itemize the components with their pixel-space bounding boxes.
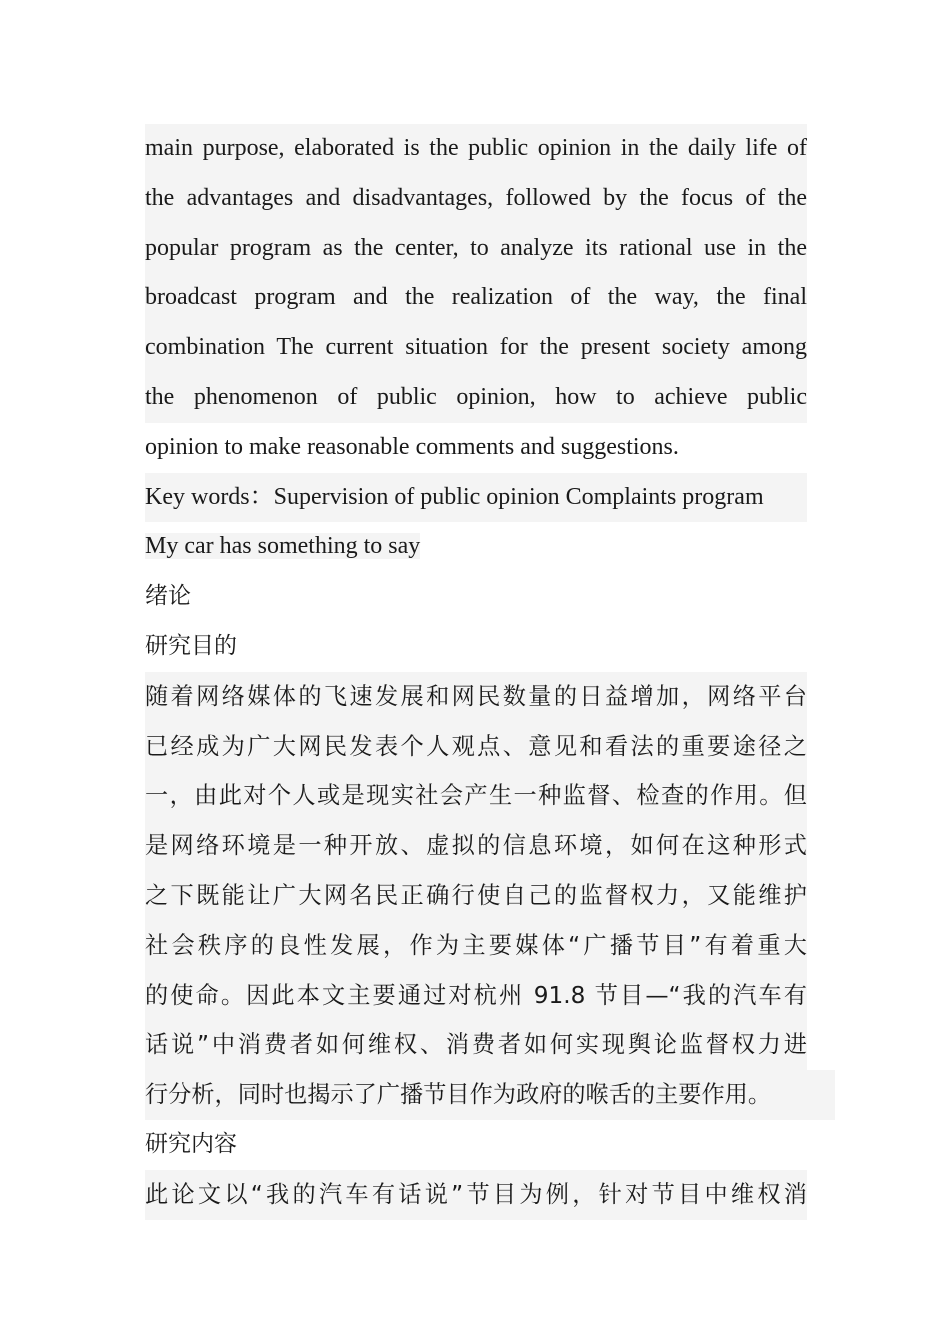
keywords-paragraph (145, 473, 807, 573)
text-line: main purpose, elaborated is the public opinion in the daily life of (145, 124, 807, 174)
text-line: 已经成为广大网民发表个人观点、意见和看法的重要途径之 (145, 722, 807, 772)
keywords-text: My car has something to say (145, 533, 421, 560)
heading-introduction: 绪论 (145, 583, 191, 610)
keywords-line (145, 522, 807, 572)
text-line: 随着网络媒体的飞速发展和网民数量的日益增加，网络平台 (145, 672, 807, 722)
research-content-paragraph (145, 1170, 807, 1220)
keywords-line: Key words：Supervision of public opinion Complaints program (145, 473, 807, 523)
text-line: 是网络环境是一种开放、虚拟的信息环境，如何在这种形式 (145, 821, 807, 871)
text-line: 行分析，同时也揭示了广播节目作为政府的喉舌的主要作用。 (145, 1070, 835, 1120)
text-line: opinion to make reasonable comments and suggestions. (145, 433, 679, 460)
abstract-english-paragraph (145, 124, 807, 473)
text-line: the advantages and disadvantages, followed by the focus of the (145, 174, 807, 224)
heading-research-purpose: 研究目的 (145, 632, 237, 659)
text-line: 话说”中消费者如何维权、消费者如何实现舆论监督权力进 (145, 1020, 807, 1070)
text-line: 一，由此对个人或是现实社会产生一种监督、检查的作用。但 (145, 771, 807, 821)
document-page (145, 124, 807, 1220)
text-line: broadcast program and the realization of the way, the final (145, 273, 807, 323)
text-line: 社会秩序的良性发展，作为主要媒体“广播节目”有着重大 (145, 921, 807, 971)
text-line: combination The current situation for the present society among (145, 323, 807, 373)
heading-research-content: 研究内容 (145, 1130, 237, 1157)
text-line: 的使命。因此本文主要通过对杭州 91.8 节目—“我的汽车有 (145, 971, 807, 1021)
text-line: the phenomenon of public opinion, how to achieve public (145, 373, 807, 423)
text-line: 之下既能让广大网名民正确行使自己的监督权力，又能维护 (145, 871, 807, 921)
text-line: 此论文以“我的汽车有话说”节目为例，针对节目中维权消 (145, 1170, 807, 1220)
research-purpose-paragraph (145, 672, 807, 1120)
text-line: popular program as the center, to analyze its rational use in the (145, 224, 807, 274)
